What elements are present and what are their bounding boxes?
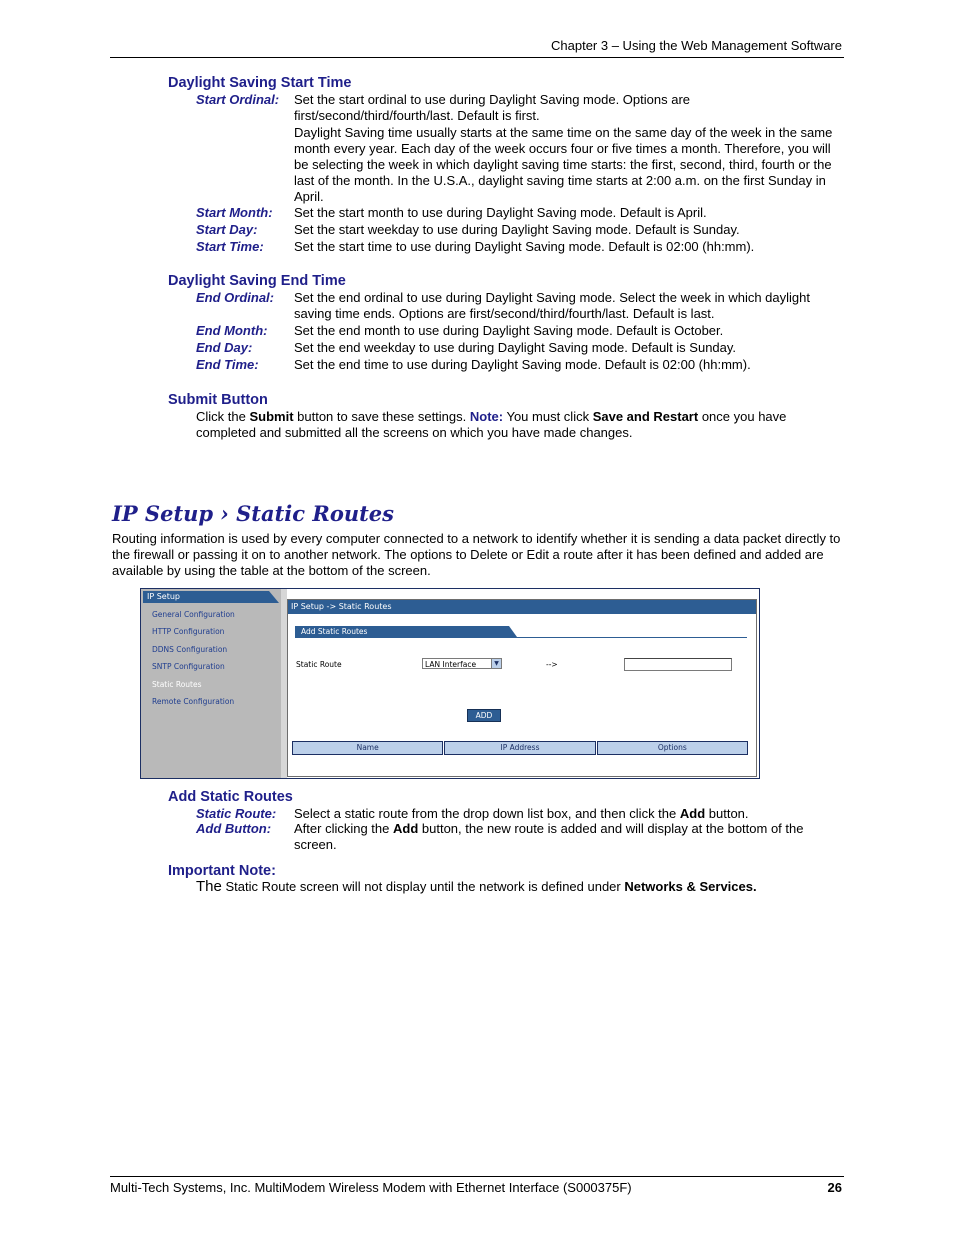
start-month-desc: Set the start month to use during Daylight Saving mode. Default is April. — [294, 205, 707, 220]
end-day-term: End Day: — [196, 340, 253, 355]
important-note-text: The Static Route screen will not display until the network is defined under Networks & Services. — [196, 878, 757, 895]
chevron-down-icon[interactable]: ▼ — [491, 659, 501, 668]
tab-underline — [295, 637, 747, 638]
start-day-desc: Set the start weekday to use during Daylight Saving mode. Default is Sunday. — [294, 222, 740, 237]
running-header: Chapter 3 – Using the Web Management Software — [551, 38, 842, 53]
end-ordinal-term: End Ordinal: — [196, 290, 274, 305]
dst-start-heading: Daylight Saving Start Time — [168, 75, 352, 91]
sidebar-title: IP Setup — [143, 591, 279, 603]
start-day-term: Start Day: — [196, 222, 258, 237]
sidebar-item-general[interactable]: General Configuration — [152, 610, 235, 619]
static-routes-screenshot — [140, 588, 760, 779]
route-destination-input[interactable] — [624, 658, 732, 671]
start-month-term: Start Month: — [196, 205, 273, 220]
column-name: Name — [292, 741, 443, 755]
end-month-desc: Set the end month to use during Daylight Saving mode. Default is October. — [294, 323, 724, 338]
select-value: LAN Interface — [425, 660, 477, 669]
static-route-term: Static Route: — [196, 806, 277, 821]
page-number: 26 — [827, 1180, 842, 1195]
route-arrow: --> — [546, 660, 558, 669]
sidebar-item-static-routes[interactable]: Static Routes — [152, 680, 202, 689]
section-title: IP Setup › Static Routes — [112, 501, 394, 526]
static-route-desc: Select a static route from the drop down list box, and then click the Add button. — [294, 806, 749, 821]
static-route-select[interactable] — [422, 658, 502, 669]
important-note-heading: Important Note: — [168, 863, 276, 879]
submit-heading: Submit Button — [168, 392, 268, 408]
sidebar-item-remote[interactable]: Remote Configuration — [152, 697, 235, 706]
end-day-desc: Set the end weekday to use during Daylight Saving mode. Default is Sunday. — [294, 340, 737, 355]
submit-paragraph: Click the Submit button to save these settings. Note: You must click Save and Restart once you have completed and submitted all the screens on which you have made changes. — [196, 409, 787, 440]
note-label: Note: — [469, 409, 504, 424]
add-routes-heading: Add Static Routes — [168, 789, 293, 805]
panel-title: IP Setup -> Static Routes — [288, 600, 756, 614]
footer-text: Multi-Tech Systems, Inc. MultiModem Wireless Modem with Ethernet Interface (S000375F) — [110, 1180, 632, 1195]
routes-table-header — [292, 741, 748, 755]
column-options: Options — [597, 741, 748, 755]
column-ip-address: IP Address — [444, 741, 595, 755]
dst-end-heading: Daylight Saving End Time — [168, 273, 346, 289]
end-ordinal-desc: Set the end ordinal to use during Daylight Saving mode. Select the week in which daylight saving time ends. Options are first/second/third/fourth/last. Default is last. — [294, 290, 810, 321]
header-rule — [110, 57, 844, 58]
end-time-term: End Time: — [196, 357, 259, 372]
sidebar-item-sntp[interactable]: SNTP Configuration — [152, 662, 225, 671]
sidebar-item-http[interactable]: HTTP Configuration — [152, 627, 225, 636]
static-route-label: Static Route — [296, 660, 342, 669]
tab-add-static-routes[interactable]: Add Static Routes — [295, 626, 509, 637]
start-ordinal-term: Start Ordinal: — [196, 92, 280, 107]
main-panel — [287, 599, 757, 777]
start-time-desc: Set the start time to use during Daylight Saving mode. Default is 02:00 (hh:mm). — [294, 239, 755, 254]
start-ordinal-desc: Set the start ordinal to use during Daylight Saving mode. Options are first/second/third/fourth/last. Default is first. — [294, 92, 690, 123]
add-button[interactable]: ADD — [467, 709, 501, 722]
end-time-desc: Set the end time to use during Daylight Saving mode. Default is 02:00 (hh:mm). — [294, 357, 751, 372]
footer-rule — [110, 1176, 844, 1177]
dst-explanation: Daylight Saving time usually starts at the same time on the same day of the week in the same month every year. Each day of the week occurs four or five times a month. Therefore, you will be selecting the week in which daylight saving time starts: the first, second, third, fourth or the last of the month. In the U.S.A., daylight saving time starts at 2:00 a.m. on the first Sunday in April. — [294, 125, 833, 204]
save-restart-bold: Save and Restart — [592, 409, 699, 424]
sidebar-item-ddns[interactable]: DDNS Configuration — [152, 645, 228, 654]
start-time-term: Start Time: — [196, 239, 264, 254]
end-month-term: End Month: — [196, 323, 268, 338]
sidebar — [141, 589, 281, 778]
submit-bold: Submit — [249, 409, 294, 424]
add-button-term: Add Button: — [196, 821, 272, 836]
add-button-desc: After clicking the Add button, the new route is added and will display at the bottom of the screen. — [294, 821, 804, 852]
section-intro: Routing information is used by every computer connected to a network to identify whether it is sending a data packet directly to the firewall or passing it on to another network. The options to Delete or Edit a route after it has been defined and added are available by using the table at the bottom of the screen. — [112, 531, 841, 578]
